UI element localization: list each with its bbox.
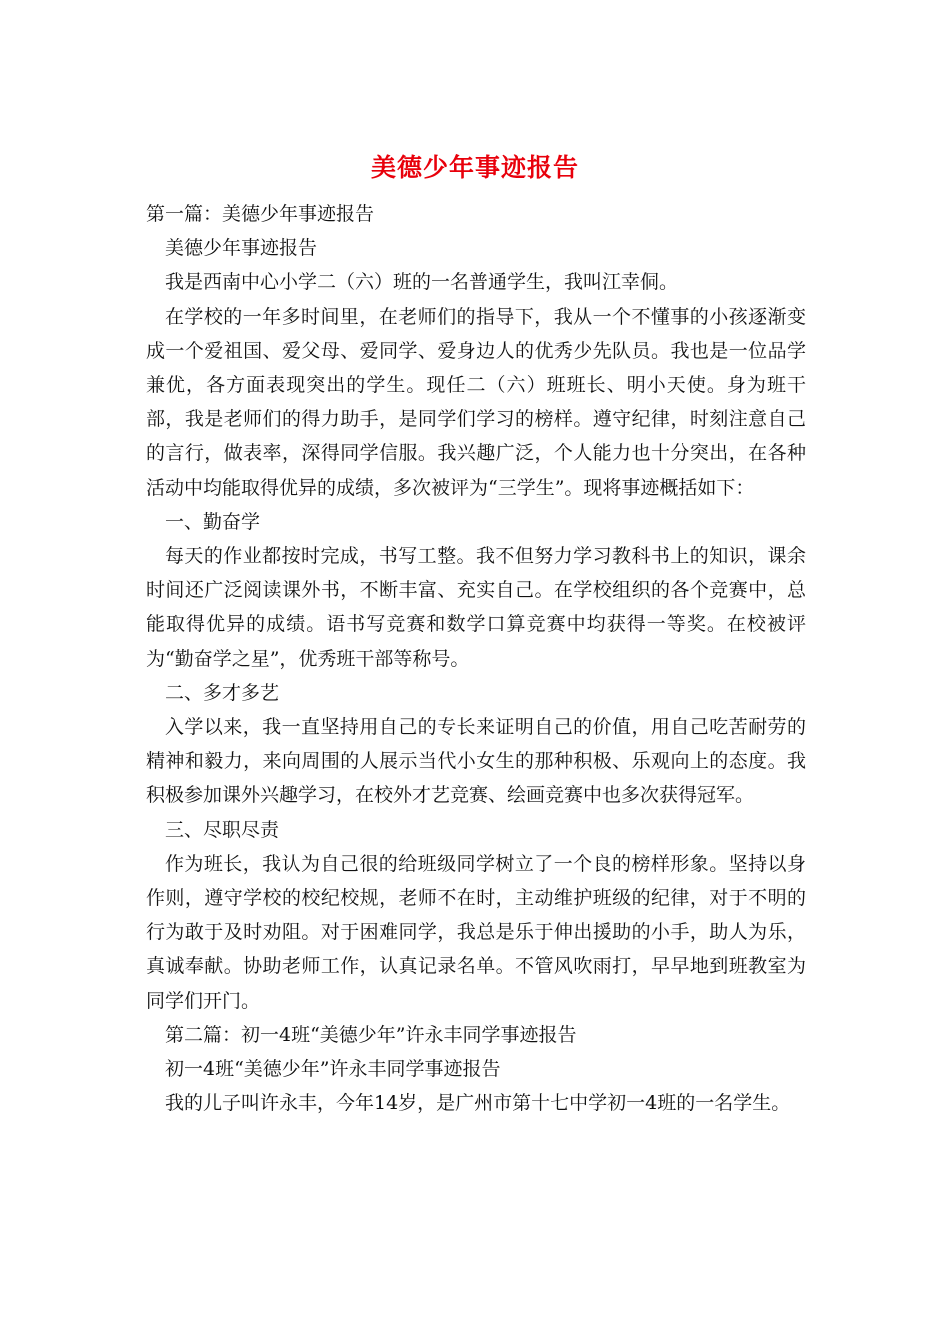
subheading: 二、多才多艺 xyxy=(165,681,280,704)
article-title: 美德少年事迹报告 xyxy=(165,237,318,260)
paragraph: 我是西南中心小学二（六）班的一名普通学生，我叫江幸侗。 xyxy=(165,271,679,294)
article-title: 初一4班“美德少年”许永丰同学事迹报告 xyxy=(165,1058,501,1081)
paragraph: 作为班长，我认为自己很的给班级同学树立了一个良的榜样形象。坚持以身作则，遵守学校的校纪校规，老师不在时，主动维护班级的纪律，对于不明的行为敢于及时劝阻。对于困难同学，我总是乐于伸出援助的小手，助人为乐，真诚奉献。协助老师工作，认真记录名单。不管风吹雨打，早早地到班教室为同学们开门。 xyxy=(146,852,806,1012)
paragraph: 每天的作业都按时完成，书写工整。我不但努力学习教科书上的知识，课余时间还广泛阅读课外书，不断丰富、充实自己。在学校组织的各个竞赛中，总能取得优异的成绩。语书写竞赛和数学口算竞赛中均获得一等奖。在校被评为“勤奋学之星”，优秀班干部等称号。 xyxy=(146,545,806,670)
subheading: 三、尽职尽责 xyxy=(165,818,280,841)
document-title: 美德少年事迹报告 xyxy=(370,153,579,182)
section-heading: 第一篇：美德少年事迹报告 xyxy=(146,203,375,225)
paragraph: 在学校的一年多时间里，在老师们的指导下，我从一个不懂事的小孩逐渐变成一个爱祖国、爱父母、爱同学、爱身边人的优秀少先队员。我也是一位品学兼优，各方面表现突出的学生。现任二（六）班班长、明小天使。身为班干部，我是老师们的得力助手，是同学们学习的榜样。遵守纪律，时刻注意自己的言行，做表率，深得同学信服。我兴趣广泛，个人能力也十分突出，在各种活动中均能取得优异的成绩，多次被评为“三学生”。现将事迹概括如下： xyxy=(146,305,806,499)
section-heading: 第二篇：初一4班“美德少年”许永丰同学事迹报告 xyxy=(165,1023,577,1046)
subheading: 一、勤奋学 xyxy=(165,510,261,533)
document-body xyxy=(146,197,806,1120)
paragraph: 我的儿子叫许永丰，今年14岁，是广州市第十七中学初一4班的一名学生。 xyxy=(165,1092,791,1115)
paragraph: 入学以来，我一直坚持用自己的专长来证明自己的价值，用自己吃苦耐劳的精神和毅力，来向周围的人展示当代小女生的那种积极、乐观向上的态度。我积极参加课外兴趣学习，在校外才艺竞赛、绘画竞赛中也多次获得冠军。 xyxy=(146,716,806,807)
